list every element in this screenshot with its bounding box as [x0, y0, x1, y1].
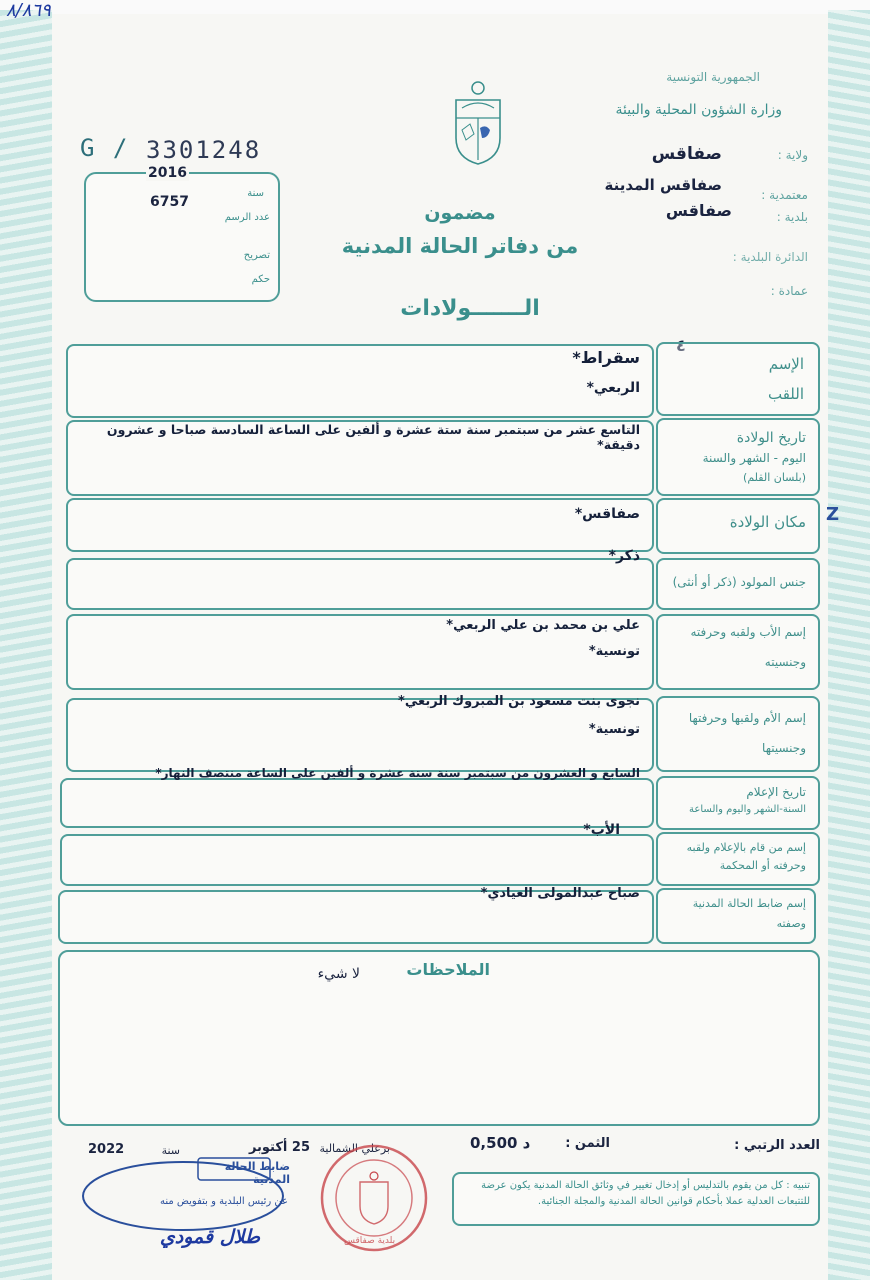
birth-place-value: صفاقس*	[574, 506, 640, 522]
birth-date-value: التاسع عشر من سبتمبر سنة ستة عشرة و ألفين على الساعة السادسة صباحا و عشرون دقيقة*	[106, 422, 640, 452]
wilaya-label: ولاية :	[777, 148, 808, 162]
registry-judgment-label: حكم	[251, 274, 270, 285]
birth-date-sublabel-2: (بلسان القلم)	[743, 471, 806, 484]
footer-date: 25 أكتوبر	[248, 1140, 310, 1155]
handwritten-corner-note: ٨/٨٦٩	[6, 0, 51, 21]
name-label: الإسم	[768, 355, 804, 373]
footer-price-label: الثمن :	[565, 1136, 610, 1151]
officer-stamp-line2: عن رئيس البلدية و بتفويض منه	[159, 1196, 288, 1207]
municipality-label: بلدية :	[776, 210, 808, 224]
delegation-value: صفاقس المدينة	[604, 176, 722, 194]
declarant-label: إسم من قام بالإعلام ولقبه	[686, 841, 806, 854]
declaration-date-value-box	[60, 778, 654, 828]
declaration-date-value: السابع و العشرون من سبتمبر سنة ستة عشرة و ألفين على الساعة منتصف النهار*	[155, 766, 640, 780]
footer-serial-label: العدد الرتبي :	[734, 1138, 820, 1153]
surname-label: اللقب	[767, 385, 804, 403]
remarks-value: لا شيء	[317, 966, 360, 982]
ministry-title: وزارة الشؤون المحلية والبيئة	[615, 102, 782, 118]
gender-value-box	[66, 558, 654, 610]
wilaya-value: صفاقس	[651, 144, 722, 164]
republic-title: الجمهورية التونسية	[666, 70, 760, 84]
birth-date-sublabel: اليوم - الشهر والسنة	[702, 451, 806, 465]
officer-label: إسم ضابط الحالة المدنية	[692, 897, 806, 910]
margin-mark-2: Z	[826, 504, 840, 525]
remarks-label: الملاحظات	[406, 960, 490, 979]
mother-name-value: نجوى بنت مسعود بن المبروك الربعي*	[398, 694, 640, 709]
footer-price-value: 0,500 د	[470, 1134, 531, 1152]
first-name-value: سقراط*	[572, 348, 640, 367]
notice-text: تنبيه : كل من يقوم بالتدليس أو إدخال تغيير في وثائق الحالة المدنية يكون عرضة للتتبعات العدلية عملا بأحكام قوانين الحالة المدنية والمجلة الجنائية.	[481, 1180, 810, 1207]
birth-place-label: مكان الولادة	[729, 513, 806, 531]
registry-record-label: عدد الرسم	[224, 212, 270, 223]
surname-value: الربعي*	[586, 380, 640, 396]
top-edge	[0, 0, 870, 14]
declarant-value: الأب*	[583, 822, 620, 838]
title-line1: مضمون	[424, 202, 496, 224]
registry-declaration-label: تصريح	[243, 250, 270, 261]
mother-label: إسم الأم ولقبها وحرفتها	[688, 711, 806, 725]
section-title: الـــــــولادات	[400, 296, 540, 321]
registry-year-label: سنة	[247, 188, 264, 199]
declaration-date-label: تاريخ الإعلام	[746, 785, 806, 799]
district-label: الدائرة البلدية :	[732, 250, 808, 264]
gender-value: ذكر*	[608, 548, 640, 564]
registry-record-value: 6757	[150, 194, 189, 210]
father-name-value: علي بن محمد بن علي الربعي*	[446, 618, 640, 633]
declarant-value-box	[60, 834, 654, 886]
delegation-label: معتمدية :	[761, 188, 808, 202]
round-stamp-text: بلدية صفاقس	[344, 1236, 396, 1246]
serial-prefix: G /	[80, 134, 130, 162]
father-nationality-value: تونسية*	[588, 644, 640, 659]
mother-nationality-value: تونسية*	[588, 722, 640, 737]
declarant-label-2: وحرفته أو المحكمة	[719, 859, 806, 872]
footer-year-value: 2022	[88, 1142, 125, 1157]
left-guilloche-border	[0, 10, 52, 1280]
margin-mark-1: ٤	[676, 336, 686, 355]
officer-value: صباح عبدالمولى العيادي*	[480, 886, 640, 901]
father-label-2: وجنسيته	[764, 655, 806, 669]
gender-label: جنس المولود (ذكر أو أنثى)	[672, 575, 806, 589]
municipality-value: صفاقس	[665, 201, 732, 220]
registry-year-value: 2016	[148, 165, 187, 181]
right-guilloche-border	[828, 10, 870, 1280]
officer-signature: طلال قمودي	[159, 1226, 260, 1248]
footer-place: برعلي الشمالية	[319, 1142, 390, 1155]
officer-label-2: وصفته	[776, 917, 806, 930]
title-line2: من دفاتر الحالة المدنية	[341, 234, 579, 258]
mother-label-2: وجنسيتها	[762, 741, 806, 755]
serial-number: 3301248	[146, 136, 262, 164]
officer-stamp-line1: ضابط الحالة المدنية	[224, 1160, 290, 1186]
footer-year-label: سنة	[161, 1144, 180, 1157]
omda-label: عمادة :	[770, 284, 808, 298]
father-label: إسم الأب ولقبه وحرفته	[690, 625, 806, 639]
birth-date-label: تاريخ الولادة	[736, 430, 806, 446]
tunisia-coat-of-arms-icon	[452, 78, 504, 166]
declaration-date-sublabel: السنة-الشهر واليوم والساعة	[689, 804, 806, 815]
